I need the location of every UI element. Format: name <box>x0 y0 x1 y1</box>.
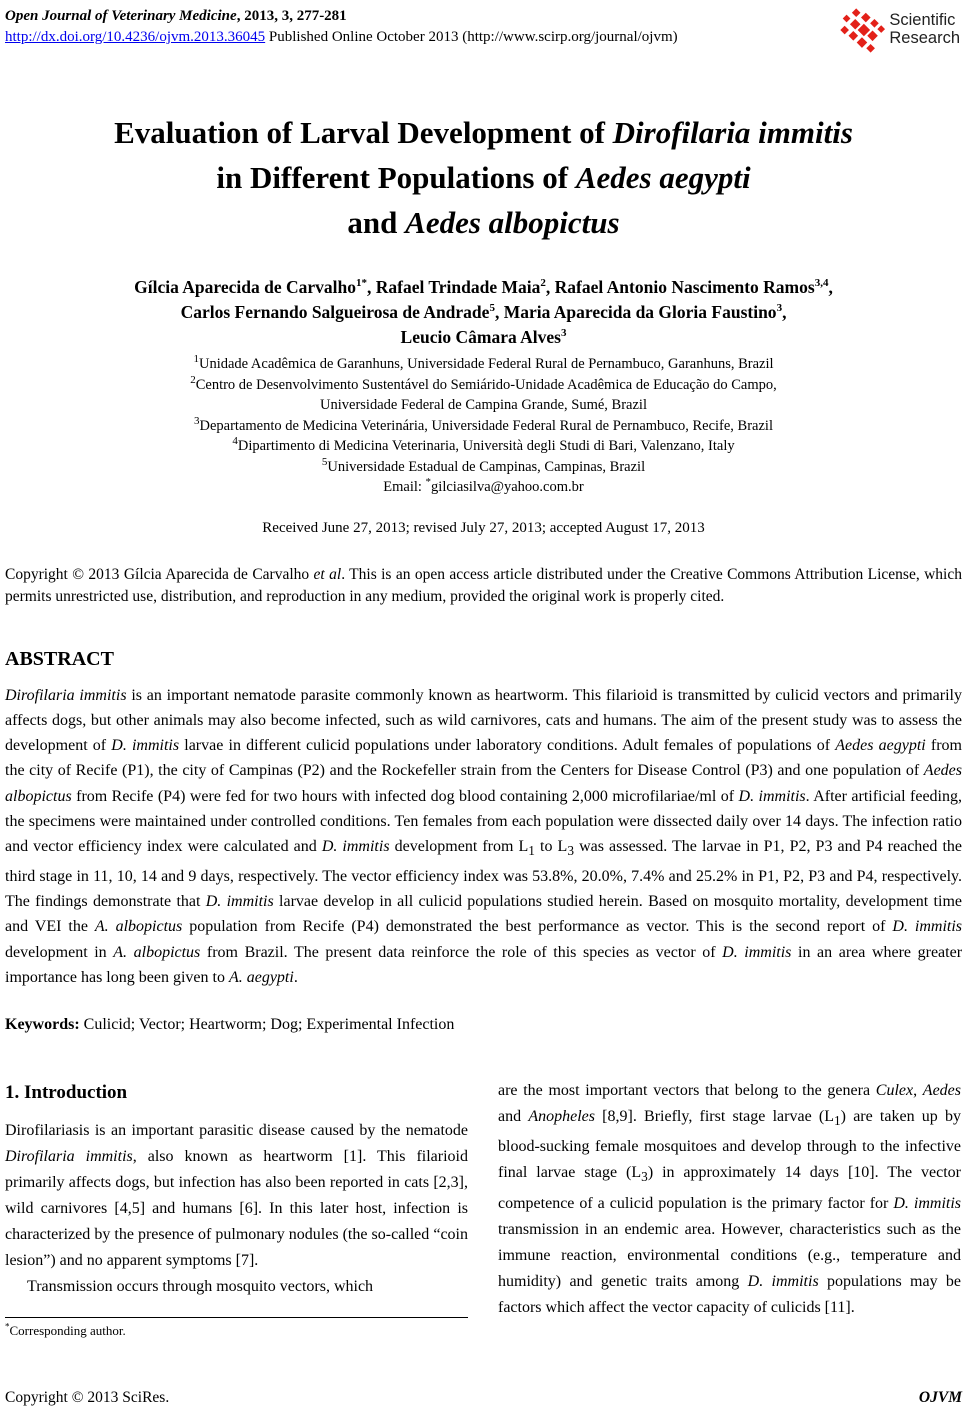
affiliation-line3: Universidade Federal de Campina Grande, Sumé, Brazil <box>320 397 647 413</box>
received-dates: Received June 27, 2013; revised July 27, 2013; accepted August 17, 2013 <box>262 519 705 536</box>
affiliation-line5: $^4$Dipartimento di Medicina Veterinaria, Università degli Studi di Bari, Valenzano, Italy <box>232 435 735 454</box>
intro-paragraph-2: Transmission occurs through mosquito vectors, which <box>27 1278 374 1296</box>
corresponding-author-footnote: *Corresponding author. <box>5 1317 468 1339</box>
paper-title-line1: Evaluation of Larval Development of Dirofilaria immitis <box>114 115 853 150</box>
intro-heading: 1. Introduction <box>5 1082 128 1104</box>
logo-text-line1: Scientific <box>889 11 956 29</box>
right-column <box>498 1078 961 1339</box>
authors-line1: Gílcia Aparecida de Carvalho$^{1*}$, Rafael Trindade Maia$^2$, Rafael Antonio Nascimento Ramos$^{3,4}$, <box>134 277 833 297</box>
header <box>5 6 962 61</box>
red-diamonds-logo-icon <box>836 6 886 61</box>
journal-citation-line: Open Journal of Veterinary Medicine, 2013, 3, 277-281 <box>5 8 347 24</box>
intro-right-paragraph: are the most important vectors that belong to the genera Culex, Aedes and Anopheles [8,9]. Briefly, first stage larvae $(L_1)$ are taken up by blood-sucking female mosquitoes and develop through to the infective final larvae stage $(L_3)$ in approximately 14 days [10]. The vector competence of a culicid population is the primary factor for D. immitis transmission in an endemic area. However, characteristics such as the immune reaction, environmental conditions (e.g., temperature and humidity) and genetic traits among D. immitis populations may be factors which affect the vector capacity of culicids [11]. <box>498 1082 962 1316</box>
authors-line3: Leucio Câmara Alves$^3$ <box>400 327 567 347</box>
authors-line2: Carlos Fernando Salgueirosa de Andrade$^5$, Maria Aparecida da Gloria Faustino$^3$, <box>180 302 787 322</box>
page-footer <box>5 1389 962 1407</box>
affiliation-line6: $^5$Universidade Estadual de Campinas, Campinas, Brazil <box>321 455 646 475</box>
affiliation-line4: $^3$Departamento de Medicina Veterinária, Universidade Federal Rural de Pernambuco, Recife, Brazil <box>194 414 773 434</box>
doi-link[interactable]: http://dx.doi.org/10.4236/ojvm.2013.36045 <box>5 29 266 45</box>
published-online-text: Published Online October 2013 (http://www.scirp.org/journal/ojvm) <box>265 29 678 45</box>
copyright-notice: Copyright © 2013 Gílcia Aparecida de Carvalho et al. This is an open access article distributed under the Creative Commons Attribution License, which permits unrestricted use, distribution, and reproduction in any medium, provided the original work is properly cited. <box>5 565 962 605</box>
abstract-text: Dirofilaria immitis is an important nematode parasite commonly known as heartworm. This filarioid is transmitted by culicid vectors and primarily affects dogs, but other animals may also become infected, such as wild carnivores, cats and humans. The aim of the present study was to assess the development of D. immitis larvae in different culicid populations under laboratory conditions. Adult females of populations of Aedes aegypti from the city of Recife (P1), the city of Campinas (P2) and the Rockefeller strain from the Centers for Disease Control (P3) and one population of Aedes albopictus from Recife (P4) were fed for two hours with infected dog blood containing 2,000 microfilariae/ml of D. immitis. After artificial feeding, the specimens were maintained under controlled conditions. Ten females from each population were dissected daily over 14 days. The infection ratio and vector efficiency index were calculated and D. immitis development from $L_1$ to $L_3$ was assessed. The larvae in P1, P2, P3 and P4 reached the third stage in 11, 10, 14 and 9 days, respectively. The vector efficiency index was 53.8%, 20.0%, 7.4% and 25.2% in P1, P2, P3 and P4, respectively. The findings demonstrate that D. immitis larvae develop in all culicid populations studied herein. Based on mosquito mortality, development time and VEI the A. albopictus population from Recife (P4) demonstrated the best performance as vector. This is the second report of D. immitis development in A. albopictus from Brazil. The present data reinforce the role of this species as vector of D. immitis in an area where greater importance has long been given to A. aegypti. <box>5 686 963 986</box>
left-column <box>5 1078 468 1339</box>
logo-text <box>889 12 960 47</box>
paper-title-line3: and Aedes albopictus <box>347 205 620 240</box>
affiliations <box>5 354 962 498</box>
scientific-research-logo <box>836 6 960 61</box>
affiliation-line2: $^2$Centro de Desenvolvimento Sustentável do Semiárido-Unidade Acadêmica de Educação do Campo, <box>190 373 777 393</box>
introduction-section <box>5 1078 962 1339</box>
corresponding-email: Email: *gilciasilva@yahoo.com.br <box>383 476 584 495</box>
doi-line <box>5 27 678 48</box>
authors <box>5 275 962 350</box>
keywords: Keywords: Culicid; Vector; Heartworm; Dog; Experimental Infection <box>5 1016 455 1034</box>
abstract-heading: ABSTRACT <box>5 647 114 670</box>
footer-journal-abbrev: OJVM <box>918 1389 962 1406</box>
paper-title-line2: in Different Populations of Aedes aegypti <box>216 160 751 195</box>
paper-title <box>5 110 962 245</box>
header-citation-block <box>5 6 678 48</box>
intro-paragraph-1: Dirofilariasis is an important parasitic disease caused by the nematode Dirofilaria immitis, also known as heartworm [1]. This filarioid primarily affects dogs, but infection has also been reported in cats [2,3], wild carnivores [4,5] and humans [6]. In this later host, infection is characterized by the presence of pulmonary nodules (the so-called “coin lesion”) and no apparent symptoms [7]. <box>5 1122 468 1270</box>
logo-text-line2: Research <box>889 28 960 47</box>
footer-copyright: Copyright © 2013 SciRes. <box>5 1389 170 1406</box>
affiliation-line1: $^1$Unidade Acadêmica de Garanhuns, Universidade Federal Rural de Pernambuco, Garanhuns, Brazil <box>193 353 774 372</box>
